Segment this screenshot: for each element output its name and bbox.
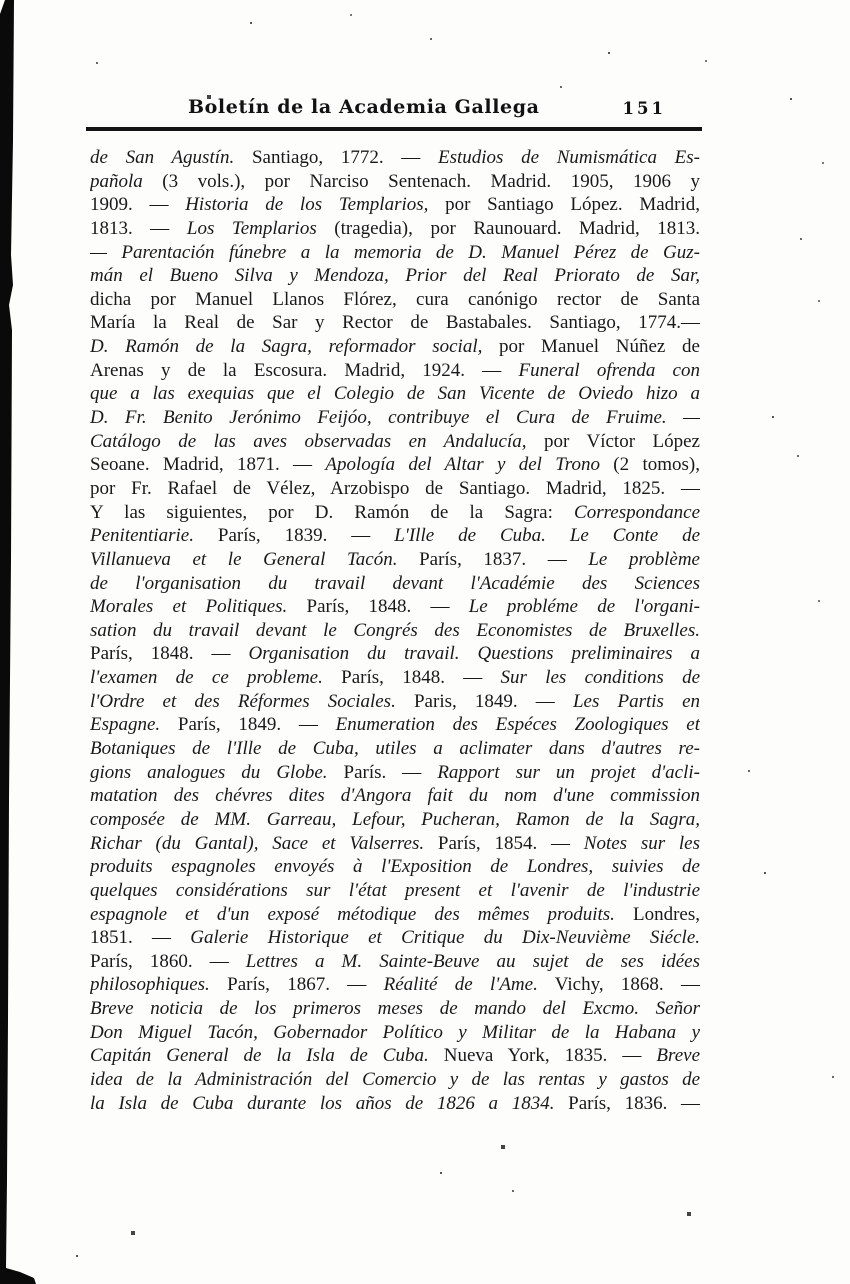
- title-text: Espagne.: [90, 714, 161, 736]
- imprint-text: por Fr. Rafael de Vélez, Arzobispo de Santiago. Madrid, 1825. —: [90, 477, 700, 499]
- title-text: Catálogo de las aves observadas en Andalucía,: [90, 430, 527, 452]
- scan-gutter-shadow: [0, 0, 40, 1284]
- text-line: [90, 382, 700, 406]
- title-text: l'Ordre et des Réformes Sociales.: [90, 690, 396, 712]
- page-body: [90, 146, 700, 1115]
- text-line: [90, 666, 700, 690]
- text-line: [90, 855, 700, 879]
- scan-speckles: [0, 0, 2, 2]
- page-number: 151: [622, 99, 666, 118]
- text-line: [90, 950, 700, 974]
- text-line: [90, 595, 700, 619]
- title-text: la Isla de Cuba durante los años de 1826 a 1834.: [90, 1092, 555, 1114]
- imprint-text: Londres,: [614, 903, 700, 925]
- title-text: Breve noticia de los primeros meses de mando del Excmo. Señor: [90, 998, 700, 1020]
- journal-title: Boletín de la Academia Gallega: [188, 96, 540, 118]
- title-text: Le problème: [588, 548, 700, 570]
- title-text: Le probléme de l'organi-: [468, 596, 700, 618]
- text-line: [90, 430, 700, 454]
- title-text: — Parentación fúnebre a la memoria de D. Manuel Pérez de Guz-: [90, 241, 700, 263]
- text-line: [90, 997, 700, 1021]
- imprint-text: por Manuel Núñez de: [482, 336, 700, 358]
- text-line: [90, 926, 700, 950]
- imprint-text: París, 1867. —: [209, 974, 384, 996]
- title-text: de l'organisation du travail devant l'Académie des Sciences: [90, 572, 700, 594]
- text-line: [90, 1092, 700, 1116]
- imprint-text: París, 1849. —: [160, 714, 336, 736]
- text-line: [90, 1044, 700, 1068]
- title-text: Rapport sur un projet d'acli-: [437, 761, 700, 783]
- text-line: [90, 264, 700, 288]
- text-line: [90, 1021, 700, 1045]
- imprint-text: Nueva York, 1835. —: [428, 1045, 657, 1067]
- text-line: [90, 879, 700, 903]
- title-text: Enumeration des Espéces Zoologiques et: [335, 714, 700, 736]
- title-text: Botaniques de l'Ille de Cuba, utiles a aclimater dans d'autres re-: [90, 738, 700, 760]
- text-line: [90, 784, 700, 808]
- title-text: de San Agustín.: [90, 147, 235, 168]
- text-line: [90, 501, 700, 525]
- title-text: sation du travail devant le Congrés des Economistes de Bruxelles.: [90, 619, 700, 641]
- title-text: Richar (du Gantal), Sace et Valserres.: [90, 832, 425, 854]
- text-line: [90, 808, 700, 832]
- title-text: Penitentiarie.: [90, 525, 194, 547]
- imprint-text: París, 1848. —: [90, 643, 249, 665]
- imprint-text: París, 1848. —: [322, 667, 501, 689]
- imprint-text: por Santiago López. Madrid,: [428, 194, 700, 216]
- title-text: Notes sur les: [583, 832, 700, 854]
- text-line: [90, 170, 700, 194]
- imprint-text: Paris, 1849. —: [395, 690, 573, 712]
- title-text: L'Ille de Cuba. Le Conte de: [394, 525, 700, 547]
- imprint-text: París. —: [327, 761, 438, 783]
- text-line: [90, 832, 700, 856]
- title-text: produits espagnoles envoyés à l'Exposition de Londres, suivies de: [90, 856, 700, 878]
- imprint-text: 1813. —: [90, 217, 187, 239]
- title-text: Sur les conditions de: [500, 667, 700, 689]
- imprint-text: María la Real de Sar y Rector de Bastabales. Santiago, 1774.—: [90, 312, 700, 334]
- title-text: idea de la Administración del Comercio y de las rentas y gastos de: [90, 1068, 700, 1090]
- text-line: [90, 524, 700, 548]
- imprint-text: París, 1848. —: [287, 596, 469, 618]
- text-line: [90, 311, 700, 335]
- title-text: Capitán General de la Isla de Cuba.: [90, 1045, 429, 1067]
- title-text: Galerie Historique et Critique du Dix-Neuvième Siécle.: [190, 927, 700, 949]
- title-text: Historia de los Templarios,: [185, 194, 429, 216]
- title-text: Correspondance: [574, 501, 700, 523]
- imprint-text: dicha por Manuel Llanos Flórez, cura canónigo rector de Santa: [90, 288, 700, 310]
- imprint-text: Vichy, 1868. —: [537, 974, 700, 996]
- text-line: [90, 359, 700, 383]
- text-line: [90, 642, 700, 666]
- text-line: [90, 1068, 700, 1092]
- text-line: [90, 453, 700, 477]
- text-line: [90, 761, 700, 785]
- title-text: Organisation du travail. Questions preliminaires a: [248, 643, 700, 665]
- imprint-text: París, 1837. —: [397, 548, 589, 570]
- text-line: [90, 335, 700, 359]
- imprint-text: 1851. —: [90, 927, 191, 949]
- imprint-text: París, 1836. —: [554, 1092, 700, 1114]
- text-line: [90, 477, 700, 501]
- imprint-text: París, 1860. —: [90, 950, 246, 972]
- text-line: [90, 217, 700, 241]
- text-line: [90, 737, 700, 761]
- imprint-text: París, 1854. —: [424, 832, 584, 854]
- imprint-text: (2 tomos),: [599, 454, 700, 476]
- imprint-text: París, 1839. —: [193, 525, 395, 547]
- text-line: [90, 288, 700, 312]
- title-text: que a las exequias que el Colegio de San Vicente de Oviedo hizo a: [90, 383, 700, 405]
- title-text: gions analogues du Globe.: [90, 761, 328, 783]
- title-text: mán el Bueno Silva y Mendoza, Prior del Real Priorato de Sar,: [90, 265, 700, 287]
- text-line: [90, 406, 700, 430]
- title-text: Estudios de Numismática Es-: [437, 147, 700, 168]
- title-text: Morales et Politiques.: [90, 596, 288, 618]
- imprint-text: (tragedia), por Raunouard. Madrid, 1813.: [316, 217, 700, 239]
- page-header: [90, 96, 702, 126]
- title-text: quelques considérations sur l'état present et l'avenir de l'industrie: [90, 879, 700, 901]
- title-text: Lettres a M. Sainte-Beuve au sujet de ses idées: [245, 950, 700, 972]
- title-text: espagnole et d'un exposé métodique des mêmes produits.: [90, 903, 615, 925]
- title-text: D. Fr. Benito Jerónimo Feijóo, contribuye el Cura de Fruime. —: [90, 407, 700, 429]
- title-text: composée de MM. Garreau, Lefour, Pucheran, Ramon de la Sagra,: [90, 808, 700, 830]
- title-text: Réalité de l'Ame.: [383, 974, 538, 996]
- imprint-text: Santiago, 1772. —: [234, 147, 438, 168]
- text-line: [90, 619, 700, 643]
- title-text: Breve: [656, 1045, 700, 1067]
- text-line: [90, 572, 700, 596]
- title-text: D. Ramón de la Sagra, reformador social,: [90, 336, 483, 358]
- text-line: [90, 193, 700, 217]
- title-text: Apología del Altar y del Trono: [325, 454, 600, 476]
- imprint-text: (3 vols.), por Narciso Sentenach. Madrid. 1905, 1906 y: [142, 170, 700, 192]
- imprint-text: Arenas y de la Escosura. Madrid, 1924. —: [90, 359, 519, 381]
- title-text: Don Miguel Tacón, Gobernador Político y Militar de la Habana y: [90, 1021, 700, 1043]
- text-line: [90, 146, 700, 170]
- text-line: [90, 548, 700, 572]
- title-text: Villanueva et le General Tacón.: [90, 548, 398, 570]
- imprint-text: 1909. —: [90, 194, 186, 216]
- text-line: [90, 973, 700, 997]
- text-line: [90, 241, 700, 265]
- title-text: Les Partis en: [572, 690, 700, 712]
- imprint-text: Seoane. Madrid, 1871. —: [90, 454, 326, 476]
- title-text: Funeral ofrenda con: [518, 359, 700, 381]
- imprint-text: Y las siguientes, por D. Ramón de la Sagra:: [90, 501, 575, 523]
- title-text: pañola: [90, 170, 143, 192]
- title-text: Los Templarios: [186, 217, 317, 239]
- text-line: [90, 903, 700, 927]
- imprint-text: por Víctor López: [526, 430, 700, 452]
- title-text: matation des chévres dites d'Angora fait du nom d'une commission: [90, 785, 700, 807]
- text-line: [90, 690, 700, 714]
- header-rule: [86, 127, 702, 131]
- text-line: [90, 713, 700, 737]
- title-text: philosophiques.: [90, 974, 210, 996]
- title-text: l'examen de ce probleme.: [90, 667, 323, 689]
